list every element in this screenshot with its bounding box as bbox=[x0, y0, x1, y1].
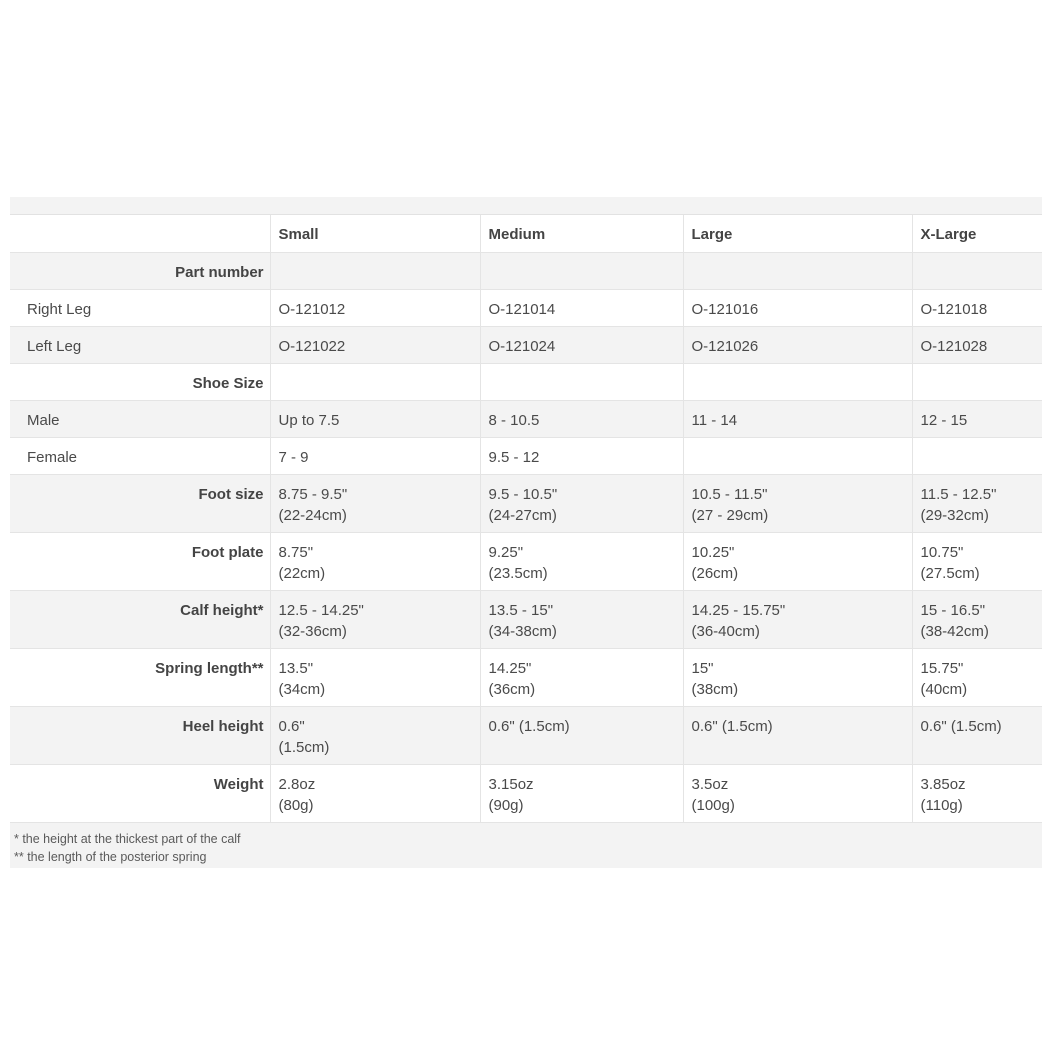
cell-line: (23.5cm) bbox=[488, 565, 548, 582]
table-cell bbox=[270, 327, 480, 364]
cell-line: 9.5 - 10.5" bbox=[488, 486, 558, 503]
cell-line: (110g) bbox=[920, 797, 963, 814]
table-cell bbox=[480, 401, 683, 438]
table-cell bbox=[270, 475, 480, 533]
cell-line: (34-38cm) bbox=[488, 623, 557, 640]
row-label: Male bbox=[10, 401, 270, 438]
table-cell bbox=[912, 765, 1042, 823]
table-cell bbox=[480, 591, 683, 649]
cell-line: 15" bbox=[691, 660, 714, 677]
table-cell bbox=[683, 765, 912, 823]
table-row bbox=[10, 290, 1042, 327]
table-cell bbox=[270, 253, 480, 290]
table-cell bbox=[480, 364, 683, 401]
table-cell bbox=[270, 438, 480, 475]
table-cell bbox=[480, 253, 683, 290]
table-cell bbox=[480, 327, 683, 364]
cell-line: (1.5cm) bbox=[278, 739, 330, 756]
table-cell bbox=[480, 707, 683, 765]
row-label: Right Leg bbox=[10, 290, 270, 327]
table-row bbox=[10, 765, 1042, 823]
cell-line: 14.25 - 15.75" bbox=[691, 602, 786, 619]
cell-line: O-121016 bbox=[691, 301, 759, 318]
cell-line: O-121026 bbox=[691, 338, 759, 355]
table-cell bbox=[912, 290, 1042, 327]
table-row bbox=[10, 401, 1042, 438]
cell-line: 9.5 - 12 bbox=[488, 449, 540, 466]
footnotes bbox=[10, 823, 1042, 868]
table-cell bbox=[912, 327, 1042, 364]
cell-line: Up to 7.5 bbox=[278, 412, 340, 429]
cell-line: (40cm) bbox=[920, 681, 968, 698]
table-cell bbox=[683, 401, 912, 438]
table-cell bbox=[912, 707, 1042, 765]
cell-line: (27 - 29cm) bbox=[691, 507, 769, 524]
cell-line: 3.5oz bbox=[691, 776, 729, 793]
cell-line: O-121022 bbox=[278, 338, 346, 355]
cell-line: (38-42cm) bbox=[920, 623, 989, 640]
cell-line: 12.5 - 14.25" bbox=[278, 602, 364, 619]
row-label: Calf height* bbox=[10, 591, 270, 649]
table-row bbox=[10, 327, 1042, 364]
size-chart bbox=[10, 197, 1042, 868]
table-row bbox=[10, 438, 1042, 475]
table-cell bbox=[683, 707, 912, 765]
column-header-x-large: X-Large bbox=[912, 215, 1042, 253]
cell-line: O-121012 bbox=[278, 301, 346, 318]
table-cell bbox=[683, 364, 912, 401]
cell-line: 14.25" bbox=[488, 660, 532, 677]
table-cell bbox=[683, 290, 912, 327]
cell-line: (22cm) bbox=[278, 565, 326, 582]
table-cell bbox=[480, 475, 683, 533]
cell-line: 13.5 - 15" bbox=[488, 602, 554, 619]
cell-line: 0.6" (1.5cm) bbox=[488, 718, 570, 735]
cell-line: 3.15oz bbox=[488, 776, 534, 793]
table-cell bbox=[912, 475, 1042, 533]
cell-line: 13.5" bbox=[278, 660, 314, 677]
table-cell bbox=[270, 401, 480, 438]
table-cell bbox=[270, 591, 480, 649]
cell-line: 9.25" bbox=[488, 544, 524, 561]
row-label: Foot size bbox=[10, 475, 270, 533]
table-cell bbox=[683, 591, 912, 649]
column-header-label bbox=[10, 215, 270, 253]
table-cell bbox=[912, 364, 1042, 401]
size-table bbox=[10, 215, 1042, 823]
cell-line: 0.6" (1.5cm) bbox=[691, 718, 773, 735]
table-cell bbox=[270, 364, 480, 401]
table-header-row bbox=[10, 215, 1042, 253]
table-row bbox=[10, 649, 1042, 707]
table-cell bbox=[912, 591, 1042, 649]
cell-line: 11.5 - 12.5" bbox=[920, 486, 997, 503]
table-cell bbox=[912, 401, 1042, 438]
cell-line: 11 - 14 bbox=[691, 412, 738, 429]
table-cell bbox=[912, 438, 1042, 475]
cell-line: (34cm) bbox=[278, 681, 326, 698]
cell-line: 8 - 10.5 bbox=[488, 412, 540, 429]
cell-line: O-121024 bbox=[488, 338, 556, 355]
table-cell bbox=[270, 649, 480, 707]
cell-line: O-121028 bbox=[920, 338, 988, 355]
table-cell bbox=[480, 533, 683, 591]
table-cell bbox=[683, 253, 912, 290]
row-label: Female bbox=[10, 438, 270, 475]
table-cell bbox=[480, 438, 683, 475]
table-cell bbox=[912, 649, 1042, 707]
table-cell bbox=[270, 533, 480, 591]
cell-line: (36cm) bbox=[488, 681, 536, 698]
cell-line: 3.85oz bbox=[920, 776, 966, 793]
table-row bbox=[10, 253, 1042, 290]
table-cell bbox=[480, 649, 683, 707]
cell-line: (90g) bbox=[488, 797, 524, 814]
cell-line: (38cm) bbox=[691, 681, 739, 698]
cell-line: 15 - 16.5" bbox=[920, 602, 986, 619]
cell-line: (100g) bbox=[691, 797, 735, 814]
cell-line: 10.25" bbox=[691, 544, 735, 561]
cell-line: 10.5 - 11.5" bbox=[691, 486, 768, 503]
table-row bbox=[10, 591, 1042, 649]
cell-line: 8.75 - 9.5" bbox=[278, 486, 348, 503]
cell-line: 12 - 15 bbox=[920, 412, 968, 429]
row-label: Spring length** bbox=[10, 649, 270, 707]
table-row bbox=[10, 707, 1042, 765]
cell-line: O-121018 bbox=[920, 301, 988, 318]
column-header-medium: Medium bbox=[480, 215, 683, 253]
row-label: Left Leg bbox=[10, 327, 270, 364]
table-cell bbox=[270, 707, 480, 765]
row-label: Part number bbox=[10, 253, 270, 290]
cell-line: (36-40cm) bbox=[691, 623, 760, 640]
cell-line: 0.6" (1.5cm) bbox=[920, 718, 1002, 735]
table-cell bbox=[270, 765, 480, 823]
footnote-spring-length: ** the length of the posterior spring bbox=[14, 850, 207, 864]
cell-line: (80g) bbox=[278, 797, 314, 814]
row-label: Shoe Size bbox=[10, 364, 270, 401]
cell-line: 2.8oz bbox=[278, 776, 316, 793]
cell-line: 8.75" bbox=[278, 544, 314, 561]
cell-line: 0.6" bbox=[278, 718, 305, 735]
table-cell bbox=[683, 533, 912, 591]
cell-line: 7 - 9 bbox=[278, 449, 309, 466]
table-cell bbox=[683, 438, 912, 475]
table-row bbox=[10, 364, 1042, 401]
footnote-calf-height: * the height at the thickest part of the calf bbox=[14, 832, 241, 846]
top-strip bbox=[10, 197, 1042, 215]
table-cell bbox=[480, 765, 683, 823]
row-label: Heel height bbox=[10, 707, 270, 765]
table-body bbox=[10, 253, 1042, 823]
table-row bbox=[10, 475, 1042, 533]
cell-line: 10.75" bbox=[920, 544, 964, 561]
table-cell bbox=[683, 327, 912, 364]
cell-line: (24-27cm) bbox=[488, 507, 557, 524]
table-cell bbox=[912, 533, 1042, 591]
cell-line: O-121014 bbox=[488, 301, 556, 318]
cell-line: 15.75" bbox=[920, 660, 964, 677]
row-label: Weight bbox=[10, 765, 270, 823]
cell-line: (27.5cm) bbox=[920, 565, 980, 582]
table-cell bbox=[480, 290, 683, 327]
column-header-small: Small bbox=[270, 215, 480, 253]
column-header-large: Large bbox=[683, 215, 912, 253]
table-row bbox=[10, 533, 1042, 591]
table-cell bbox=[683, 649, 912, 707]
row-label: Foot plate bbox=[10, 533, 270, 591]
cell-line: (22-24cm) bbox=[278, 507, 347, 524]
table-cell bbox=[683, 475, 912, 533]
table-cell bbox=[270, 290, 480, 327]
cell-line: (29-32cm) bbox=[920, 507, 989, 524]
cell-line: (26cm) bbox=[691, 565, 739, 582]
cell-line: (32-36cm) bbox=[278, 623, 347, 640]
table-cell bbox=[912, 253, 1042, 290]
